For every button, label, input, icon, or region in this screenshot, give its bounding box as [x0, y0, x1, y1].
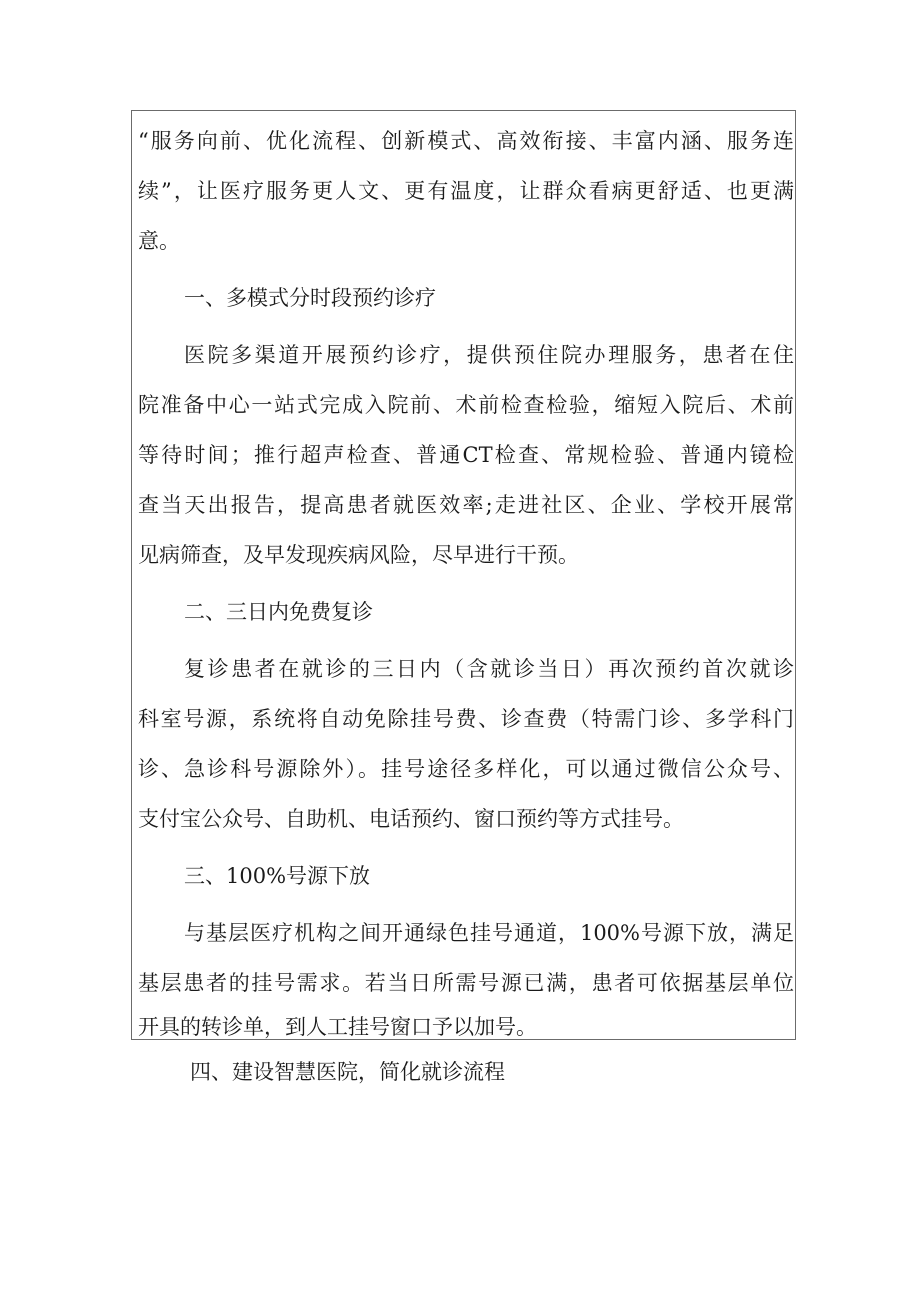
- paragraph-line: 支付宝公众号、自助机、电话预约、窗口预约等方式挂号。: [138, 807, 684, 831]
- paragraph-line: 开具的转诊单，到人工挂号窗口予以加号。: [138, 1015, 537, 1039]
- intro-line: 意。: [138, 229, 180, 253]
- paragraph-line: 查当天出报告，提高患者就医效率;走进社区、企业、学校开展常: [138, 493, 794, 517]
- paragraph-line: 医院多渠道开展预约诊疗，提供预住院办理服务，患者在住: [184, 343, 794, 367]
- intro-line: “服务向前、优化流程、创新模式、高效衔接、丰富内涵、服务连: [138, 129, 794, 153]
- section-heading: 二、三日内免费复诊: [184, 600, 373, 624]
- paragraph-line: 院准备中心一站式完成入院前、术前检查检验，缩短入院后、术前: [138, 393, 794, 417]
- section-heading: 一、多模式分时段预约诊疗: [184, 286, 436, 310]
- paragraph-line: 科室号源，系统将自动免除挂号费、诊查费（特需门诊、多学科门: [138, 707, 794, 731]
- paragraph-line: 与基层医疗机构之间开通绿色挂号通道，100%号源下放，满足: [184, 921, 794, 945]
- paragraph-line: 等待时间；推行超声检查、普通CT检查、常规检验、普通内镜检: [138, 443, 794, 467]
- paragraph-line: 基层患者的挂号需求。若当日所需号源已满，患者可依据基层单位: [138, 971, 794, 995]
- paragraph-line: 复诊患者在就诊的三日内（含就诊当日）再次预约首次就诊: [184, 657, 794, 681]
- section-heading-outside: 四、建设智慧医院，简化就诊流程: [190, 1060, 505, 1084]
- paragraph-line: 诊、急诊科号源除外）。挂号途径多样化，可以通过微信公众号、: [138, 757, 794, 781]
- paragraph-line: 见病筛查，及早发现疾病风险，尽早进行干预。: [138, 543, 579, 567]
- text-frame-border: [131, 110, 796, 1040]
- section-heading: 三、100%号源下放: [184, 864, 371, 888]
- intro-line: 续”，让医疗服务更人文、更有温度，让群众看病更舒适、也更满: [138, 179, 794, 203]
